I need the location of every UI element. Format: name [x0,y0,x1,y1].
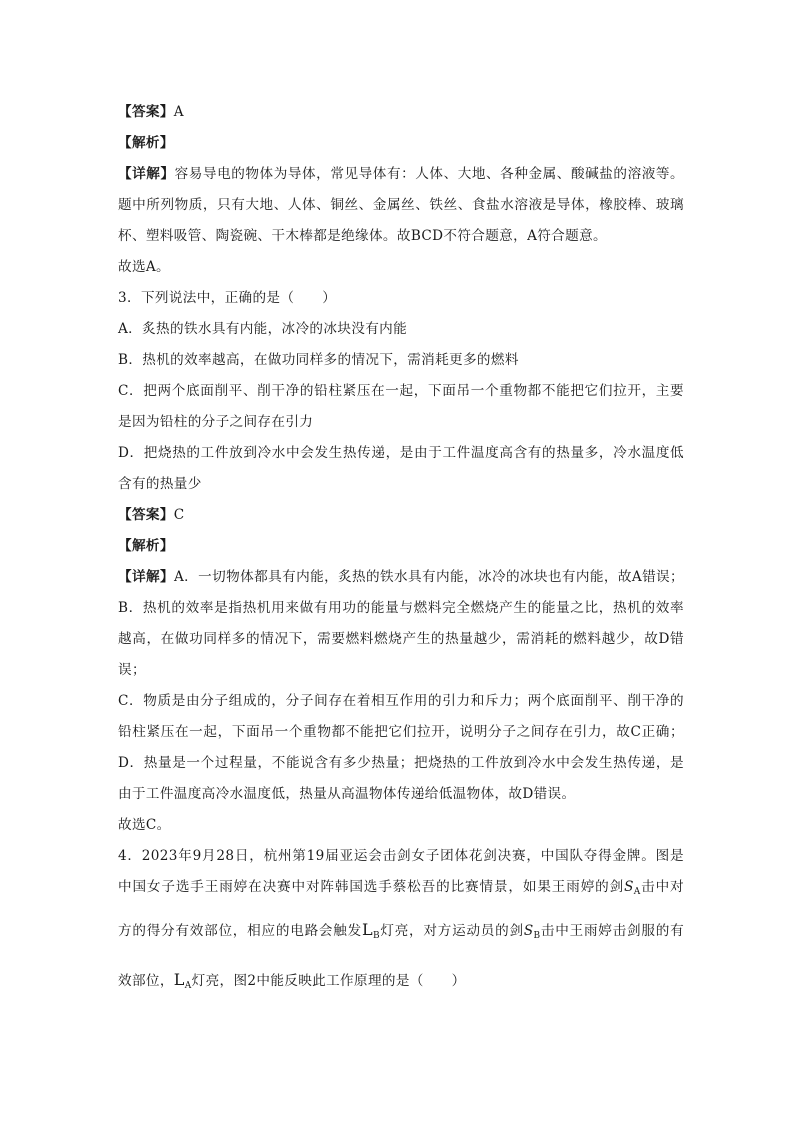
question-3-option-d-line-1: D．把烧热的工件放到冷水中会发生热传递，是由于工件温度高含有的热量多，冷水温度低 [118,445,684,461]
q4-text: 灯亮，图2中能反映此工作原理的是（ ） [191,973,466,989]
detail-text: 容易导电的物体为导体，常见导体有：人体、大地、各种金属、酸碱盐的溶液等。 [174,166,684,182]
question-4-line-1: 4．2023年9月28日，杭州第19届亚运会击剑女子团体花剑决赛，中国队夺得金牌。图是 [118,848,684,864]
analysis-tag-3: 【解析】 [118,538,174,554]
q4-text: 中国女子选手王雨婷在决赛中对阵韩国选手蔡松吾的比赛情景，如果王雨婷的剑 [118,879,625,895]
detail-3-line-7: D．热量是一个过程量，不能说含有多少热量；把烧热的工件放到冷水中会发生热传递，是 [118,755,684,771]
math-variable: L [173,970,185,989]
detail-tag: 【详解】 [118,569,174,585]
answer-value: C [173,507,185,523]
detail-3-line-6: 铅柱紧压在一起，下面吊一个重物都不能把它们拉开，说明分子之间存在引力，故C正确； [118,724,684,740]
document-page [118,97,684,1008]
detail-1-line-2: 题中所列物质，只有大地、人体、铜丝、金属丝、铁丝、食盐水溶液是导体，橡胶棒、玻璃 [118,197,684,213]
detail-3-line-1 [118,562,684,593]
q4-text: 击中对 [640,879,684,895]
question-4-line-2 [118,872,684,908]
detail-3-line-5: C．物质是由分子组成的，分子间存在着相互作用的引力和斥力；两个底面削平、削干净的 [118,693,684,709]
conclusion-1: 故选A。 [118,259,170,275]
analysis-tag-1: 【解析】 [118,135,174,151]
answer-tag: 【答案】 [118,104,174,120]
q4-text: 效部位， [118,973,174,989]
detail-1-line-3: 杯、塑料吸管、陶瓷碗、干木棒都是绝缘体。故BCD不符合题意，A符合题意。 [118,228,607,244]
q4-text: 灯亮，对方运动员的剑 [379,923,524,939]
answer-value: A [173,104,184,120]
detail-tag: 【详解】 [118,166,175,182]
math-subscript: A [184,981,192,991]
math-variable: S [624,879,634,895]
detail-3-line-8: 由于工件温度高冷水温度低，热量从高温物体传递给低温物体，故D错误。 [118,786,576,802]
math-subscript: A [633,887,641,897]
q4-text: 击中王雨婷击剑服的有 [540,923,685,939]
question-3-option-d-line-2: 含有的热量少 [118,476,202,492]
answer-line-3 [118,500,684,531]
question-3-option-c-line-2: 是因为铅柱的分子之间存在引力 [118,414,314,430]
q4-text: 方的得分有效部位，相应的电路会触发 [118,923,362,939]
detail-3-line-3: 越高，在做功同样多的情况下，需要燃料燃烧产生的热量越少，需消耗的燃料越少，故D错 [118,631,684,647]
question-3-option-a: A．炙热的铁水具有内能，冰冷的冰块没有内能 [118,321,408,337]
conclusion-3: 故选C。 [118,817,171,833]
question-3-option-c-line-1: C．把两个底面削平、削干净的铅柱紧压在一起，下面吊一个重物都不能把它们拉开，主要 [118,383,684,399]
math-subscript: B [372,931,380,941]
detail-text: A．一切物体都具有内能，炙热的铁水具有内能，冰冷的冰块也有内能，故A错误； [173,569,684,585]
answer-tag: 【答案】 [118,507,174,523]
question-4-line-4 [118,958,684,1008]
question-4-line-3 [118,908,684,958]
detail-1-line-1 [118,159,684,190]
question-3-stem: 3．下列说法中，正确的是（ ） [118,290,337,306]
detail-3-line-4: 误； [118,662,146,678]
math-subscript: B [533,931,541,941]
answer-line-1 [118,97,684,128]
math-variable: L [361,920,373,939]
detail-3-line-2: B．热机的效率是指热机用来做有用功的能量与燃料完全燃烧产生的能量之比，热机的效率 [118,600,684,616]
question-3-option-b: B．热机的效率越高，在做功同样多的情况下，需消耗更多的燃料 [118,352,519,368]
math-variable: S [523,923,534,939]
